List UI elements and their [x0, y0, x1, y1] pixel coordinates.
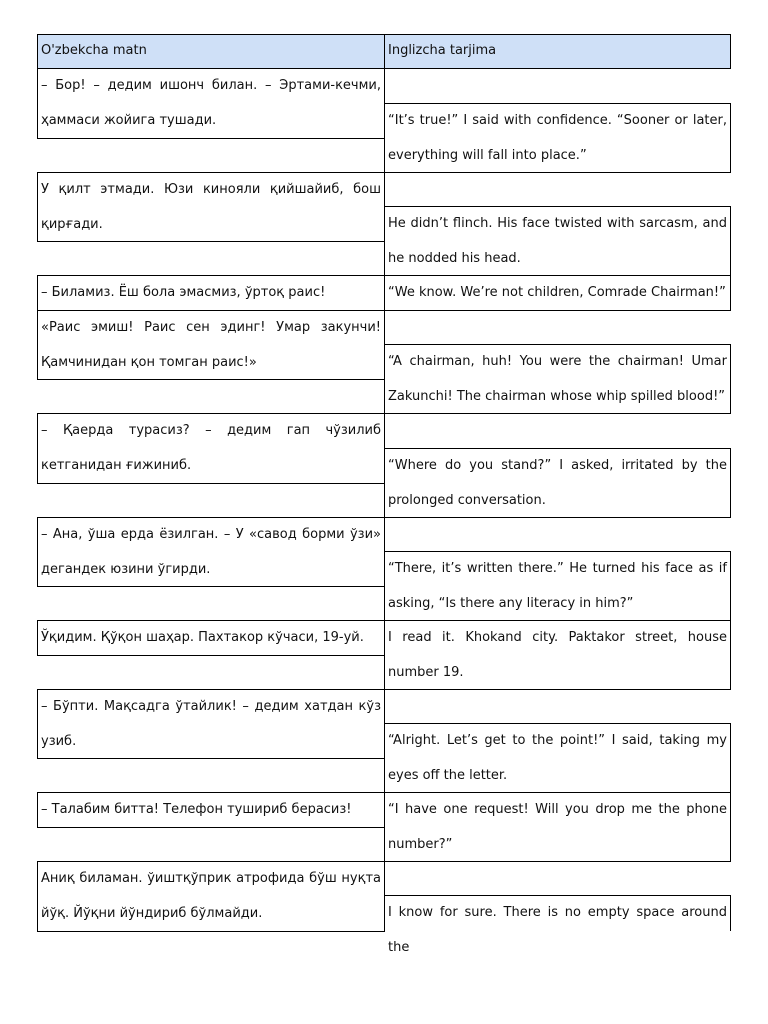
english-cell: I read it. Khokand city. Paktakor street, house number 19. [384, 620, 731, 690]
english-cell: “A chairman, huh! You were the chairman! Umar Zakunchi! The chairman whose whip spilled blood!” [384, 344, 731, 414]
english-cell: “I have one request! Will you drop me the phone number?” [384, 792, 731, 862]
uzbek-cell: – Бўпти. Мақсадга ўтайлик! – дедим хатдан кўз узиб. [37, 689, 385, 759]
uzbek-cell: – Биламиз. Ёш бола эмасмиз, ўртоқ раис! [37, 275, 385, 311]
english-cell: “Alright. Let’s get to the point!” I said, taking my eyes off the letter. [384, 723, 731, 793]
header-english-translation: Inglizcha tarjima [384, 34, 731, 69]
english-cell: He didn’t flinch. His face twisted with sarcasm, and he nodded his head. [384, 206, 731, 276]
uzbek-cell: – Бор! – дедим ишонч билан. – Эртами-кечми, ҳаммаси жойига тушади. [37, 68, 385, 139]
uzbek-cell: Аниқ биламан. ўиштқўприк атрофида бўш нуқта йўқ. Йўқни йўндириб бўлмайди. [37, 861, 385, 932]
english-cell: “There, it’s written there.” He turned his face as if asking, “Is there any literacy in him?” [384, 551, 731, 621]
english-cell: “Where do you stand?” I asked, irritated by the prolonged conversation. [384, 448, 731, 518]
uzbek-cell: Ўқидим. Қўқон шаҳар. Пахтакор кўчаси, 19-уй. [37, 620, 385, 656]
uzbek-cell: – Ана, ўша ерда ёзилган. – У «савод борми ўзи» дегандек юзини ўгирди. [37, 517, 385, 587]
english-cell: “We know. We’re not children, Comrade Chairman!” [384, 275, 731, 311]
header-uzbek-text: O'zbekcha matn [37, 34, 385, 69]
english-cell: I know for sure. There is no empty space around the [384, 895, 731, 931]
uzbek-cell: «Раис эмиш! Раис сен эдинг! Умар закунчи! Қамчинидан қон томган раис!» [37, 310, 385, 380]
uzbek-cell: – Талабим битта! Телефон тушириб берасиз! [37, 792, 385, 828]
uzbek-cell: – Қаерда турасиз? – дедим гап чўзилиб кетганидан ғижиниб. [37, 413, 385, 484]
uzbek-cell: У қилт этмади. Юзи кинояли қийшайиб, бош қирғади. [37, 172, 385, 242]
english-cell: “It’s true!” I said with confidence. “Sooner or later, everything will fall into place.” [384, 103, 731, 173]
